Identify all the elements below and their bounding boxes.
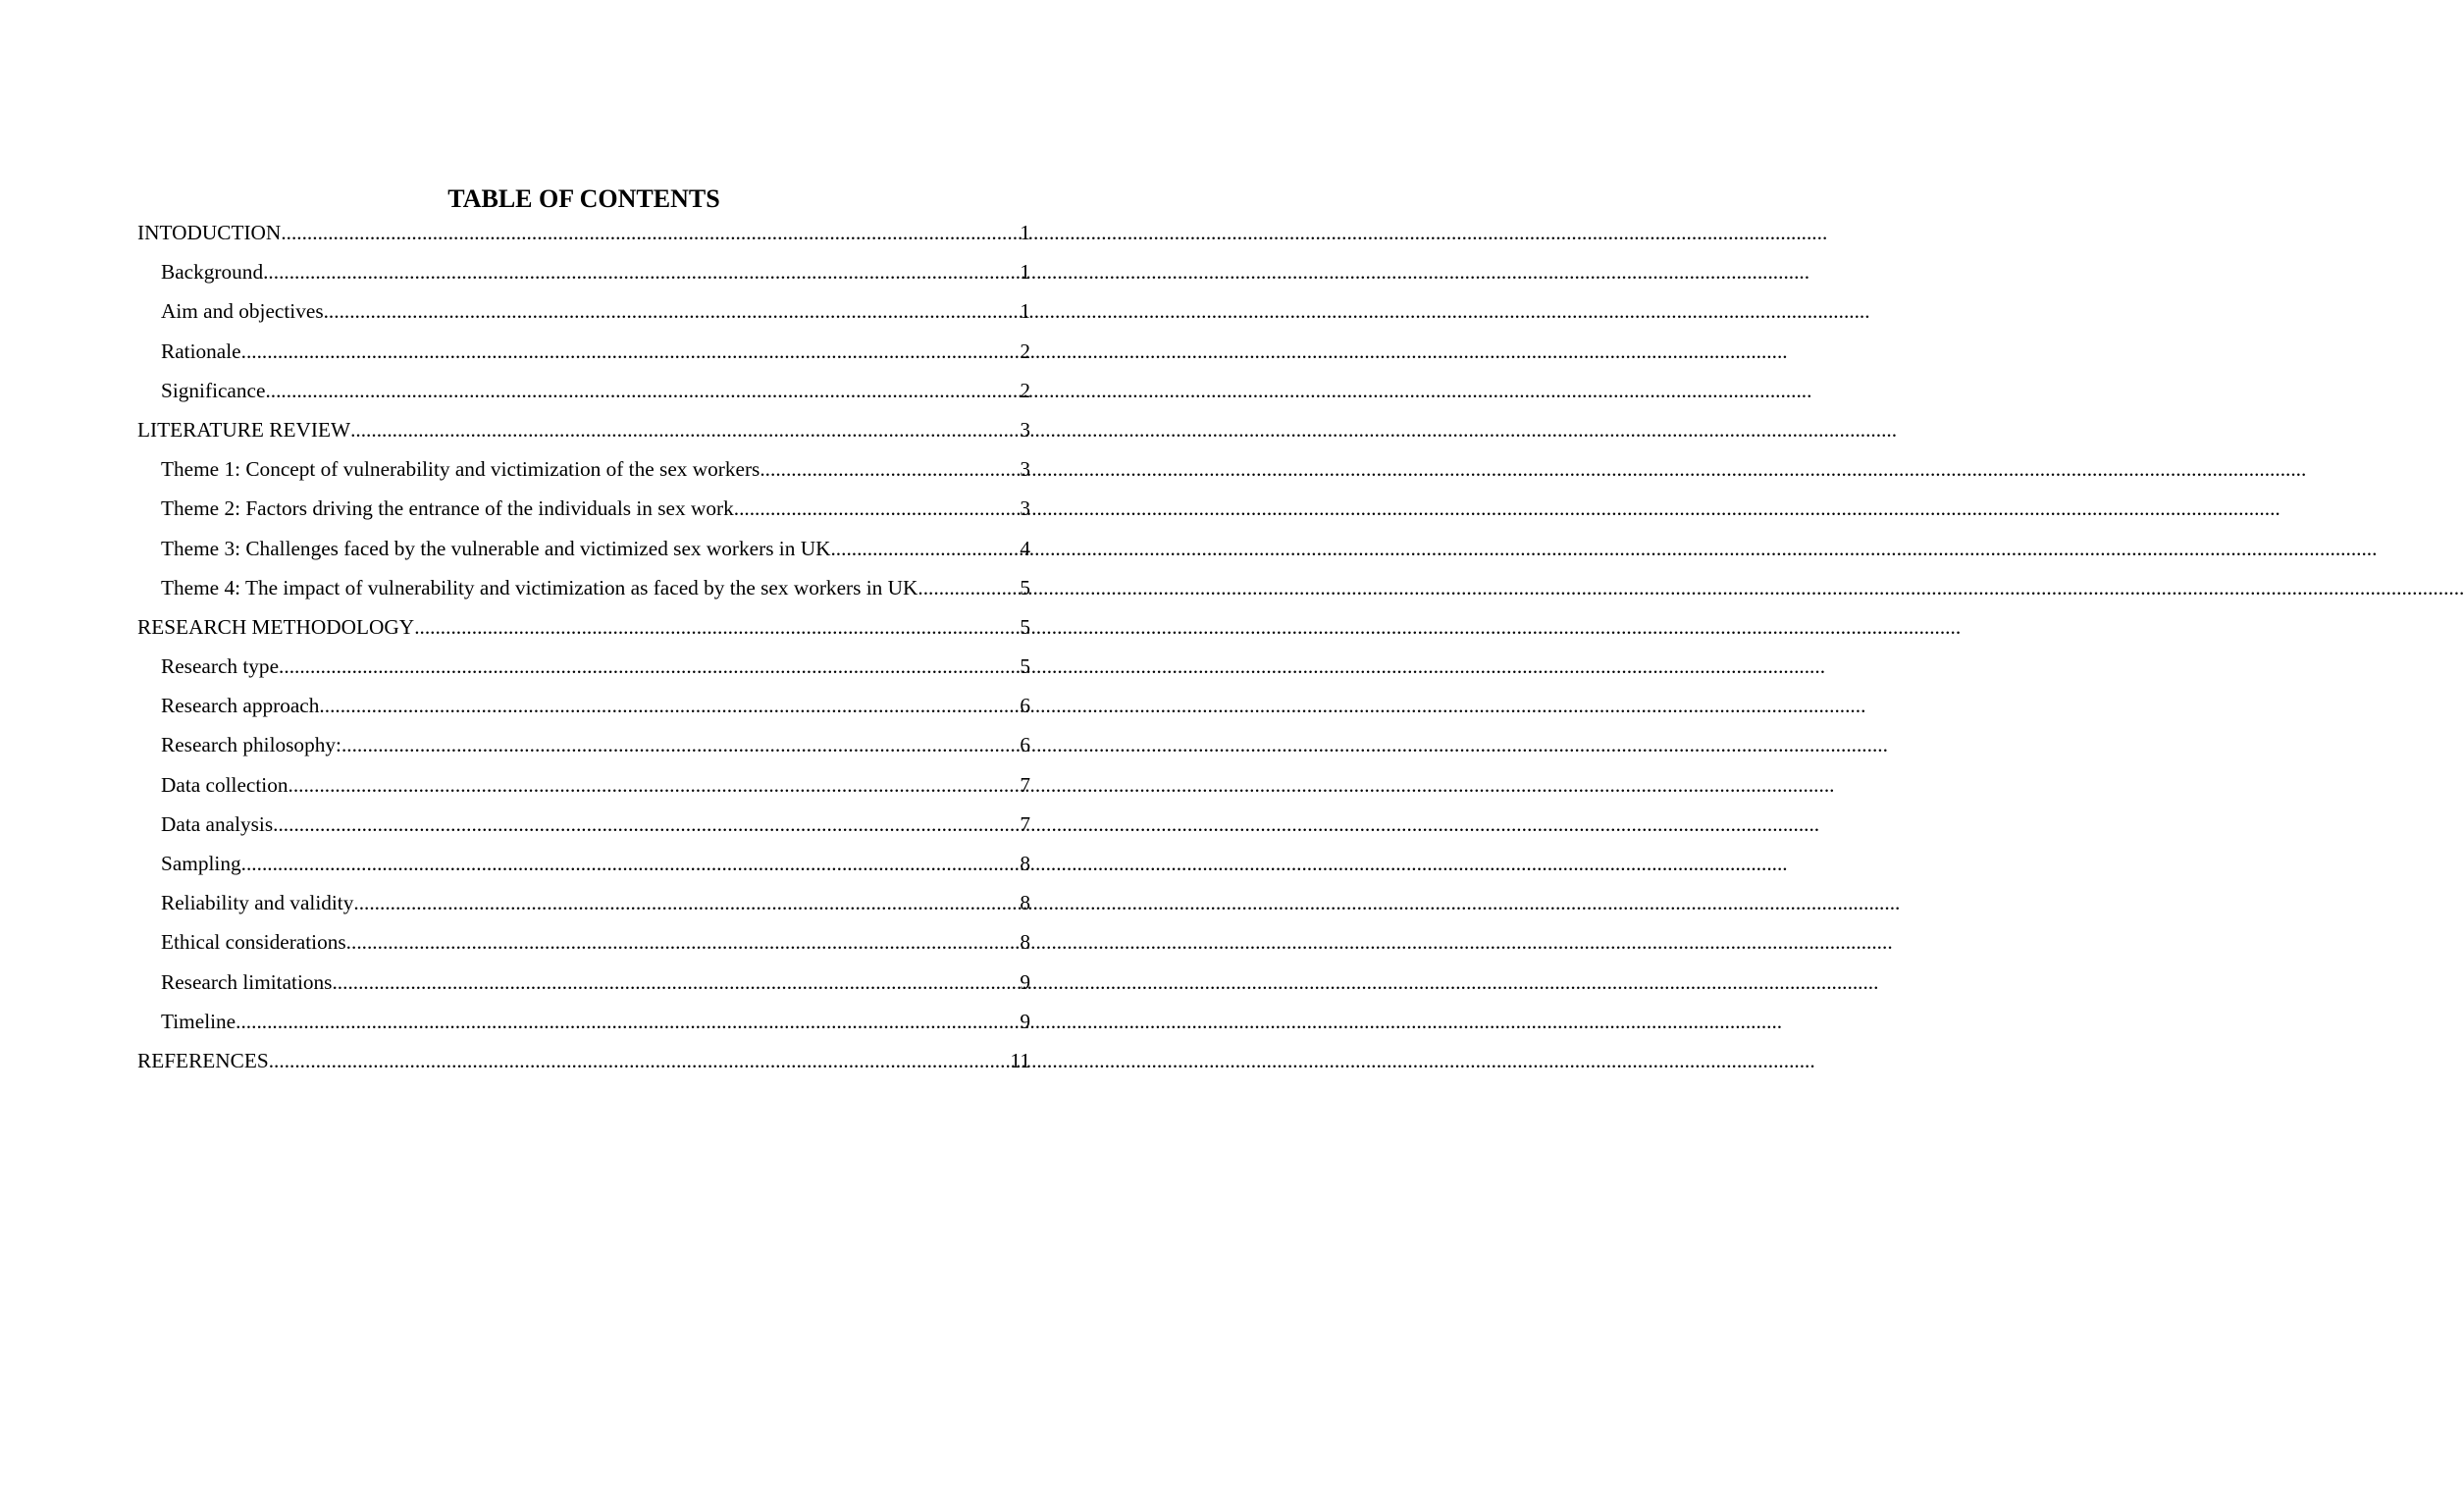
toc-entry[interactable] [137,967,1030,1007]
toc-leader-dots [830,534,1020,563]
toc-page-number: 7 [1020,811,1030,836]
toc-page-number: 3 [1020,496,1030,521]
toc-entry-link[interactable] [161,257,1030,287]
toc-entry-text: Research limitations [161,969,333,994]
toc-entry-link[interactable] [161,730,1030,759]
toc-entry-link[interactable] [137,1046,1030,1075]
toc-entry-text: Research approach [161,694,320,718]
toc-entry-link[interactable] [161,651,1030,681]
toc-page-number: 9 [1020,1009,1030,1033]
toc-entry[interactable] [137,376,1030,415]
toc-page-number: 8 [1020,852,1030,875]
toc-leader-dots [760,454,1020,484]
toc-entry-text: REFERENCES [137,1048,269,1072]
toc-entry-link[interactable] [161,967,1030,997]
toc-entry-link[interactable] [161,573,1030,602]
toc-entry-text: Rationale [161,339,241,363]
document-page [0,0,1168,1511]
toc-page-number: 1 [1020,299,1030,324]
toc-entry[interactable] [137,494,1030,533]
toc-entry[interactable] [137,927,1030,966]
toc-entry-link[interactable] [161,849,1030,878]
toc-page-number: 2 [1020,378,1030,402]
toc-page-number: 3 [1020,417,1030,442]
toc-entry-link[interactable] [161,809,1030,839]
toc-leader-dots [241,849,1021,878]
toc-entry[interactable] [137,337,1030,376]
toc-entry-text: Data analysis [161,811,274,836]
toc-entry-link[interactable] [137,415,1030,444]
toc-entry-link[interactable] [161,691,1030,720]
toc-page-number: 5 [1020,575,1030,599]
toc-leader-dots [324,296,1021,326]
toc-entry-text: Theme 4: The impact of vulnerability and victimization as faced by the sex workers in UK [161,575,918,599]
toc-list [137,218,1030,1085]
toc-leader-dots [734,494,1021,523]
toc-entry[interactable] [137,1046,1030,1085]
toc-leader-dots [332,967,1020,997]
toc-entry-text: INTODUCTION [137,221,282,244]
toc-entry-link[interactable] [161,1007,1030,1036]
toc-entry-link[interactable] [161,770,1030,800]
toc-entry[interactable] [137,1007,1030,1046]
toc-leader-dots [414,612,1020,642]
toc-leader-dots [269,1046,1011,1075]
toc-leader-dots [263,257,1020,287]
toc-leader-dots [353,888,1020,917]
toc-title: TABLE OF CONTENTS [447,184,720,213]
toc-entry-text: Ethical considerations [161,930,346,955]
toc-entry-text: Research type [161,654,280,679]
toc-entry-link[interactable] [161,888,1030,917]
toc-entry[interactable] [137,691,1030,730]
toc-entry-text: Timeline [161,1009,236,1033]
toc-entry[interactable] [137,454,1030,494]
toc-entry-text: Theme 3: Challenges faced by the vulnerable and victimized sex workers in UK [161,536,831,560]
toc-page-number: 8 [1020,891,1030,915]
toc-entry-text: Data collection [161,772,288,797]
toc-entry-text: RESEARCH METHODOLOGY [137,614,415,639]
toc-entry-link[interactable] [161,927,1030,957]
toc-leader-dots [346,927,1021,957]
toc-leader-dots [279,651,1020,681]
toc-leader-dots [236,1007,1020,1036]
toc-entry-link[interactable] [161,296,1030,326]
toc-entry-link[interactable] [161,376,1030,405]
toc-page-number: 2 [1020,339,1030,363]
toc-entry[interactable] [137,651,1030,691]
toc-entry-link[interactable] [161,534,1030,563]
toc-entry-link[interactable] [161,494,1030,523]
toc-leader-dots [265,376,1020,405]
toc-entry[interactable] [137,809,1030,849]
toc-entry-text: Theme 1: Concept of vulnerability and victimization of the sex workers [161,457,760,482]
toc-entry[interactable] [137,849,1030,888]
toc-page-number: 3 [1020,457,1030,482]
toc-page-number: 1 [1020,260,1030,285]
toc-page-number: 4 [1020,536,1030,560]
toc-entry-link[interactable] [137,218,1030,247]
toc-entry[interactable] [137,534,1030,573]
toc-page-number: 9 [1020,969,1030,994]
toc-page-number: 6 [1020,733,1030,757]
toc-page-number: 8 [1020,930,1030,955]
toc-entry[interactable] [137,296,1030,336]
toc-leader-dots [917,573,1020,602]
toc-entry-text: Significance [161,378,266,402]
toc-entry-link[interactable] [137,612,1030,642]
toc-leader-dots [341,730,1020,759]
toc-entry[interactable] [137,218,1030,257]
toc-entry-text: Sampling [161,852,241,875]
toc-entry-text: LITERATURE REVIEW [137,417,351,442]
toc-page-number: 5 [1020,654,1030,679]
toc-leader-dots [350,415,1020,444]
toc-entry-text: Theme 2: Factors driving the entrance of the individuals in sex work [161,496,734,521]
toc-leader-dots [241,337,1021,366]
toc-page-number: 11 [1010,1048,1030,1072]
toc-page-number: 6 [1020,694,1030,718]
toc-entry[interactable] [137,415,1030,454]
toc-entry[interactable] [137,888,1030,927]
toc-page-number: 7 [1020,772,1030,797]
toc-page-number: 1 [1020,221,1030,244]
toc-page-number: 5 [1020,614,1030,639]
toc-leader-dots [319,691,1020,720]
toc-entry-text: Research philosophy: [161,733,341,757]
toc-leader-dots [288,770,1021,800]
toc-entry[interactable] [137,612,1030,651]
toc-entry-link[interactable] [161,337,1030,366]
toc-leader-dots [273,809,1020,839]
toc-entry[interactable] [137,573,1030,612]
toc-entry-text: Reliability and validity [161,891,354,915]
toc-entry[interactable] [137,730,1030,769]
toc-entry[interactable] [137,770,1030,809]
toc-leader-dots [281,218,1020,247]
toc-entry[interactable] [137,257,1030,296]
toc-entry-text: Aim and objectives [161,299,324,324]
toc-entry-link[interactable] [161,454,1030,484]
toc-entry-text: Background [161,260,264,285]
